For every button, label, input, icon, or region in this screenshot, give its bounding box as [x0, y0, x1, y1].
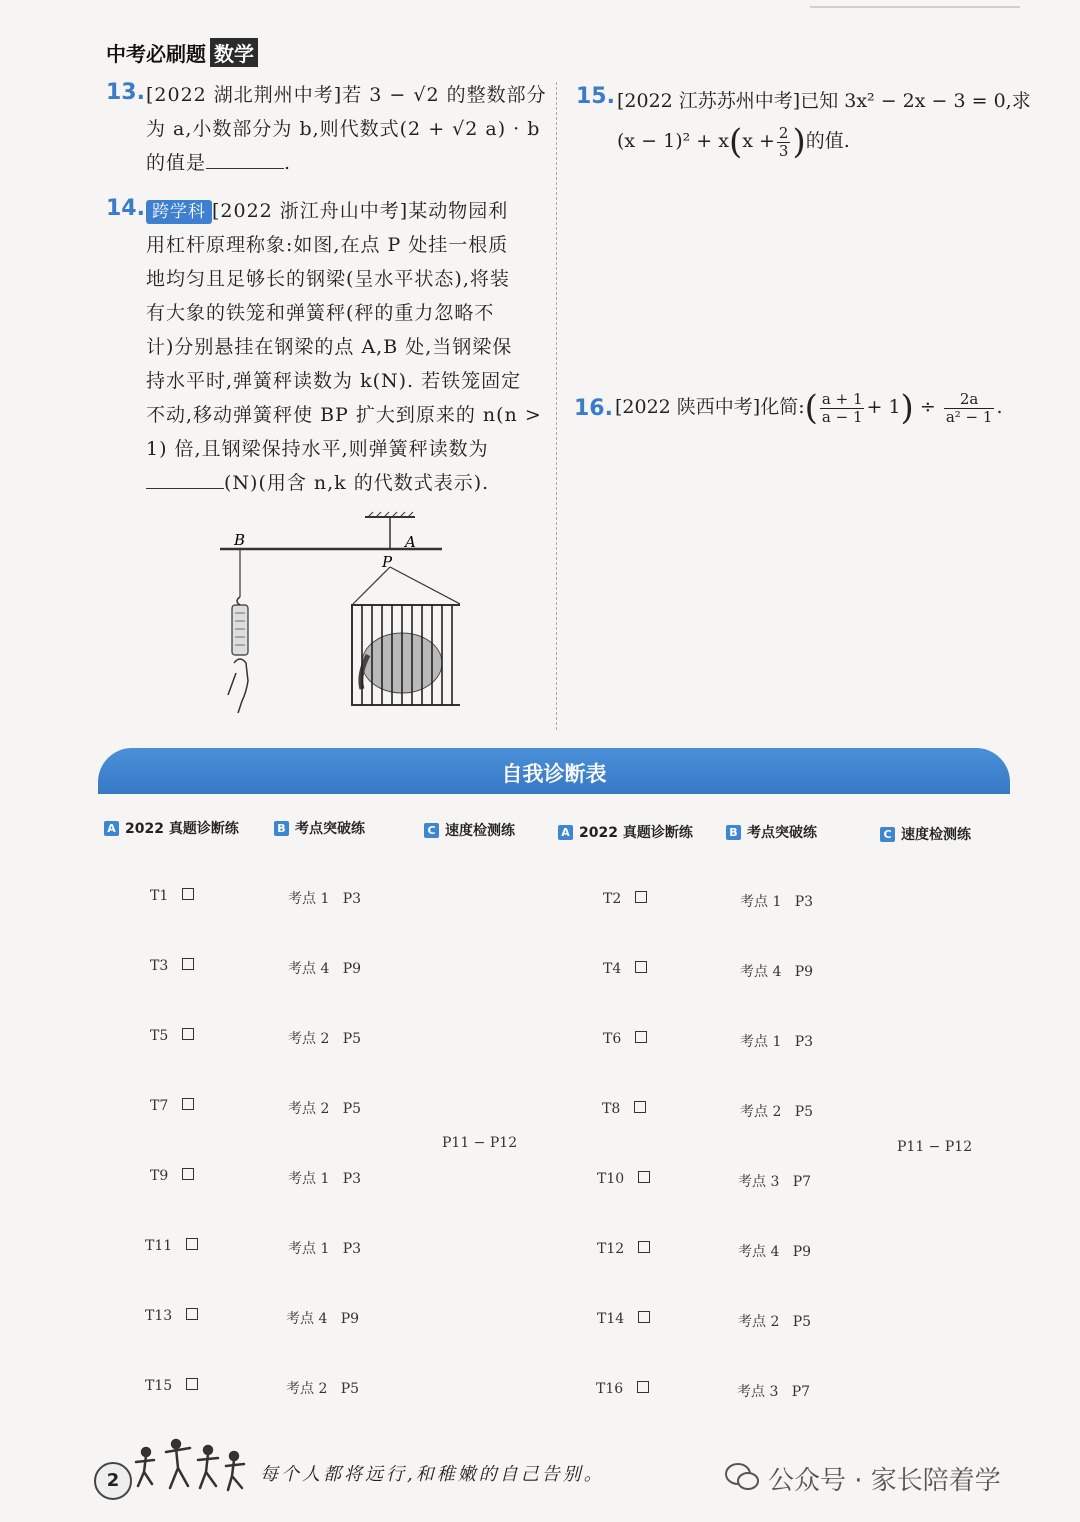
q15-expr-b: x +: [742, 130, 775, 152]
row-point: 考点 1: [740, 1034, 782, 1050]
page-number: 2: [94, 1462, 132, 1500]
row-question: T2: [603, 891, 622, 907]
speed-test-pages-left: P11 − P12: [442, 1135, 518, 1151]
table-row-t3-point: [288, 958, 361, 978]
table-row-t13: [145, 1308, 198, 1324]
table-row-t2-point: [740, 891, 813, 911]
checkbox[interactable]: [638, 1241, 650, 1253]
q14-line9-wrap: [146, 466, 551, 500]
book-title: 中考必刷题: [106, 42, 206, 66]
q14-line7: 不动,移动弹簧秤使 BP 扩大到原来的 n(n >: [146, 404, 542, 426]
q15-expression: [617, 124, 850, 160]
cross-subject-badge: 跨学科: [146, 200, 212, 224]
q14-answer-blank[interactable]: [146, 470, 224, 489]
row-page: P7: [791, 1384, 811, 1400]
row-question: T13: [145, 1308, 173, 1324]
spring-scale: [232, 605, 248, 655]
row-page: P5: [342, 1031, 362, 1047]
speed-test-pages-right: P11 − P12: [897, 1139, 973, 1155]
table-row-t4: [603, 961, 647, 977]
row-question: T7: [150, 1098, 169, 1114]
q16-fraction-1: [820, 391, 865, 426]
table-row-t14-point: [738, 1311, 811, 1331]
table-row-t12-point: [738, 1241, 811, 1261]
q13-line3-wrap: [146, 146, 551, 180]
table-row-t8: [602, 1101, 646, 1117]
q16-f1-den: a − 1: [821, 407, 863, 426]
row-page: P9: [340, 1311, 360, 1327]
row-question: T14: [597, 1311, 625, 1327]
row-question: T4: [603, 961, 622, 977]
col-label: 考点突破练: [747, 825, 817, 841]
watermark: 公众号 · 家长陪着学: [768, 1466, 1001, 1496]
table-row-t6-point: [740, 1031, 813, 1051]
footer-motto: 每个人都将远行,和稚嫩的自己告别。: [260, 1464, 605, 1485]
row-page: P3: [342, 1171, 362, 1187]
checkbox[interactable]: [182, 888, 194, 900]
row-point: 考点 3: [738, 1174, 780, 1190]
row-page: P3: [794, 1034, 814, 1050]
table-row-t7: [150, 1098, 194, 1114]
q16-number: 16.: [574, 396, 613, 421]
row-question: T1: [150, 888, 169, 904]
col-header-b-right: [726, 822, 817, 842]
col-header-a-left: [104, 818, 239, 838]
q13-line3: 的值是: [146, 152, 207, 174]
column-divider: [556, 82, 557, 730]
label-P: P: [382, 553, 393, 571]
checkbox[interactable]: [182, 1028, 194, 1040]
q16-open-paren: (: [804, 388, 818, 428]
row-point: 考点 2: [740, 1104, 782, 1120]
q14-number: 14.: [106, 196, 145, 221]
col-header-a-right: [558, 822, 693, 842]
checkbox[interactable]: [182, 1168, 194, 1180]
row-question: T10: [597, 1171, 625, 1187]
running-people-icon: [132, 1436, 248, 1496]
lever-figure: [210, 505, 460, 720]
checkbox[interactable]: [637, 1381, 649, 1393]
table-row-t9-point: [288, 1168, 361, 1188]
subject-tag: 数学: [210, 38, 258, 67]
col-letter: B: [274, 821, 289, 836]
table-row-t5-point: [288, 1028, 361, 1048]
table-row-t1: [150, 888, 194, 904]
row-page: P3: [342, 891, 362, 907]
col-label: 2022 真题诊断练: [125, 821, 239, 837]
row-page: P9: [342, 961, 362, 977]
q14-line1: [2022 浙江舟山中考]某动物园利: [212, 200, 509, 222]
q15-frac-den: 3: [778, 141, 789, 160]
table-row-t13-point: [286, 1308, 359, 1328]
row-point: 考点 1: [740, 894, 782, 910]
row-page: P5: [792, 1314, 812, 1330]
table-row-t14: [597, 1311, 650, 1327]
q13-answer-blank[interactable]: [206, 150, 284, 169]
row-question: T8: [602, 1101, 621, 1117]
col-label: 速度检测练: [901, 827, 971, 843]
row-question: T16: [596, 1381, 624, 1397]
q15-open-paren: (: [728, 122, 743, 162]
hand-pulling: [228, 659, 248, 713]
q16-divide: ÷: [919, 396, 936, 418]
cage-rope-left: [352, 567, 390, 605]
q16-f2-num: 2a: [944, 391, 995, 409]
row-page: P5: [340, 1381, 360, 1397]
row-point: 考点 2: [288, 1031, 330, 1047]
table-row-t16-point: [737, 1381, 810, 1401]
table-row-t9: [150, 1168, 194, 1184]
col-letter: A: [104, 821, 119, 836]
row-page: P7: [792, 1174, 812, 1190]
table-row-t2: [603, 891, 647, 907]
row-point: 考点 2: [286, 1381, 328, 1397]
col-label: 2022 真题诊断练: [579, 825, 693, 841]
checkbox[interactable]: [186, 1238, 198, 1250]
row-point: 考点 1: [288, 1241, 330, 1257]
q13-text: [146, 78, 551, 180]
q15-number: 15.: [576, 84, 615, 109]
q16-close-paren: ): [900, 388, 914, 428]
table-row-t15-point: [286, 1378, 359, 1398]
row-page: P3: [342, 1241, 362, 1257]
table-row-t11-point: [288, 1238, 361, 1258]
row-point: 考点 2: [288, 1101, 330, 1117]
col-header-b-left: [274, 818, 365, 838]
row-question: T11: [145, 1238, 173, 1254]
q16-fraction-2: [944, 391, 995, 426]
row-question: T6: [603, 1031, 622, 1047]
checkbox[interactable]: [186, 1378, 198, 1390]
diagnosis-title: 自我诊断表: [501, 762, 607, 786]
page-header: [106, 38, 258, 67]
row-question: T12: [597, 1241, 625, 1257]
checkbox[interactable]: [186, 1308, 198, 1320]
q13-line1: [2022 湖北荆州中考]若 3 − √2 的整数部分: [146, 84, 547, 106]
checkbox[interactable]: [638, 1311, 650, 1323]
col-letter: C: [880, 827, 895, 842]
row-point: 考点 4: [288, 961, 330, 977]
col-header-c-right: [880, 824, 971, 844]
q15-close-paren: ): [792, 122, 806, 162]
table-row-t10: [597, 1171, 650, 1187]
row-page: P5: [342, 1101, 362, 1117]
q14-line3: 地均匀且足够长的钢梁(呈水平状态),将装: [146, 268, 510, 290]
q15-frac-num: 2: [778, 123, 789, 142]
cage-rope-right: [390, 567, 460, 605]
q14-text: [146, 194, 551, 500]
table-row-t4-point: [740, 961, 813, 981]
row-point: 考点 4: [738, 1244, 780, 1260]
q16-expression: [615, 390, 1002, 426]
row-question: T9: [150, 1168, 169, 1184]
table-row-t16: [596, 1381, 649, 1397]
label-B: B: [234, 531, 246, 549]
col-letter: A: [558, 825, 573, 840]
q16-plus-one: + 1: [866, 396, 901, 418]
table-row-t1-point: [288, 888, 361, 908]
q16-f2-den: a² − 1: [945, 407, 993, 426]
table-row-t6: [603, 1031, 647, 1047]
row-question: T15: [145, 1378, 173, 1394]
col-header-c-left: [424, 820, 515, 840]
table-row-t5: [150, 1028, 194, 1044]
q14-line1-wrap: [146, 194, 551, 228]
row-point: 考点 3: [737, 1384, 779, 1400]
row-page: P5: [794, 1104, 814, 1120]
q13-line2: 为 a,小数部分为 b,则代数式(2 + √2 a) · b: [146, 118, 541, 140]
table-row-t7-point: [288, 1098, 361, 1118]
q16-prefix: [2022 陕西中考]化简:: [615, 396, 805, 418]
checkbox[interactable]: [635, 961, 647, 973]
table-row-t8-point: [740, 1101, 813, 1121]
row-page: P9: [794, 964, 814, 980]
label-A: A: [405, 533, 416, 551]
col-letter: C: [424, 823, 439, 838]
top-rule: [810, 6, 1020, 8]
q14-line8: 1) 倍,且钢梁保持水平,则弹簧秤读数为: [146, 438, 489, 460]
q16-f1-num: a + 1: [821, 389, 863, 408]
q13-period: .: [284, 152, 292, 174]
q15-expr-end: 的值.: [805, 130, 850, 152]
wechat-icon: [724, 1462, 760, 1492]
q14-line2: 用杠杆原理称象:如图,在点 P 处挂一根质: [146, 234, 509, 256]
table-row-t12: [597, 1241, 650, 1257]
table-row-t11: [145, 1238, 198, 1254]
checkbox[interactable]: [182, 1098, 194, 1110]
q15-fraction: [777, 125, 791, 160]
row-question: T5: [150, 1028, 169, 1044]
row-point: 考点 4: [286, 1311, 328, 1327]
row-point: 考点 1: [288, 891, 330, 907]
q14-line5: 计)分别悬挂在钢梁的点 A,B 处,当钢梁保: [146, 336, 513, 358]
row-point: 考点 2: [738, 1314, 780, 1330]
col-letter: B: [726, 825, 741, 840]
checkbox[interactable]: [635, 1031, 647, 1043]
q14-line6: 持水平时,弹簧秤读数为 k(N). 若铁笼固定: [146, 370, 522, 392]
checkbox[interactable]: [638, 1171, 650, 1183]
table-row-t15: [145, 1378, 198, 1394]
col-label: 速度检测练: [445, 823, 515, 839]
q14-line4: 有大象的铁笼和弹簧秤(秤的重力忽略不: [146, 302, 495, 324]
scale-hook: [237, 597, 240, 605]
q15-expr-a: (x − 1)² + x: [617, 130, 729, 152]
q14-line9: (N)(用含 n,k 的代数式表示).: [224, 472, 490, 494]
q13-number: 13.: [106, 80, 145, 105]
row-question: T3: [150, 958, 169, 974]
row-page: P9: [792, 1244, 812, 1260]
row-point: 考点 4: [740, 964, 782, 980]
q16-end: .: [996, 396, 1003, 418]
row-page: P3: [794, 894, 814, 910]
checkbox[interactable]: [182, 958, 194, 970]
checkbox[interactable]: [634, 1101, 646, 1113]
q15-line1: [2022 江苏苏州中考]已知 3x² − 2x − 3 = 0,求: [617, 90, 1031, 112]
col-label: 考点突破练: [295, 821, 365, 837]
row-point: 考点 1: [288, 1171, 330, 1187]
table-row-t3: [150, 958, 194, 974]
table-row-t10-point: [738, 1171, 811, 1191]
checkbox[interactable]: [635, 891, 647, 903]
